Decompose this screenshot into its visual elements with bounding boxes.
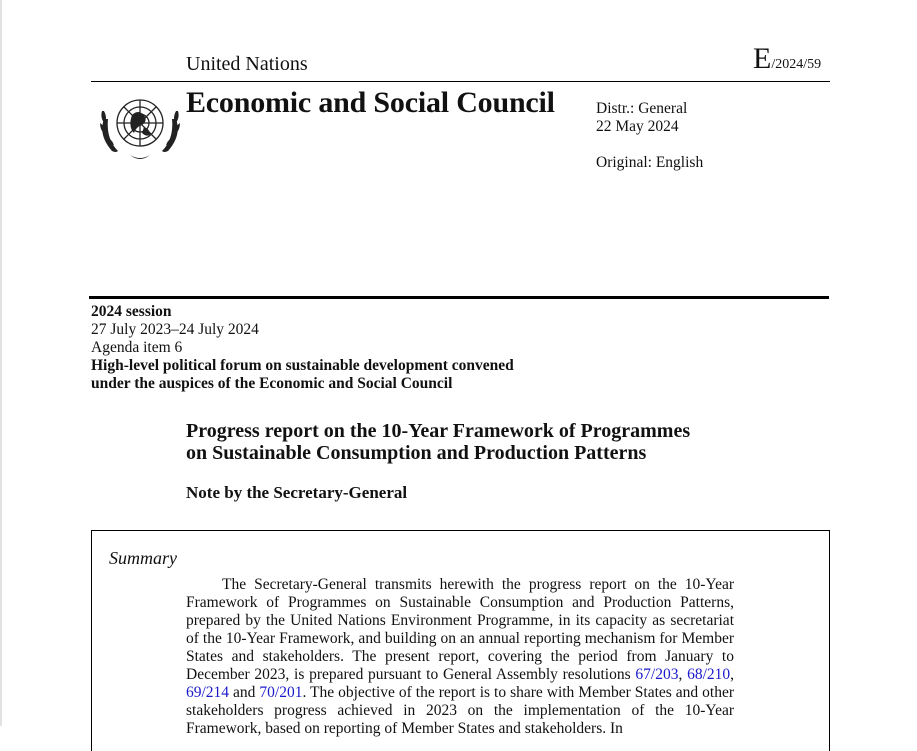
summary-heading: Summary xyxy=(109,548,177,568)
separator: , xyxy=(678,666,688,683)
issue-date: 22 May 2024 xyxy=(596,118,679,135)
summary-paragraph xyxy=(186,576,734,738)
distribution: Distr.: General xyxy=(596,100,688,117)
original-language: Original: English xyxy=(596,154,704,171)
symbol-prefix: E xyxy=(753,42,772,75)
summary-text-1: The Secretary-General transmits herewith the progress report on the 10-Year Framework of Programmes on Sustainable Consumption and Production Patterns, prepared by the United Nations Environment Programme, in its capacity as secretariat of the 10-Year Framework, and building on an annual reporting mechanism for Member States and stakeholders. The present report, covering the period from January to December 2023, is prepared pursuant to General Assembly resolutions xyxy=(186,576,734,683)
session-rule xyxy=(89,296,829,299)
separator: and xyxy=(229,684,260,701)
agenda-item: Agenda item 6 xyxy=(91,339,183,356)
session-dates: 27 July 2023–24 July 2024 xyxy=(91,321,259,338)
header-rule xyxy=(91,81,830,82)
session-name: 2024 session xyxy=(91,303,172,320)
organization-name: United Nations xyxy=(186,53,308,75)
forum-line-2: under the auspices of the Economic and Social Council xyxy=(91,375,453,392)
council-name: Economic and Social Council xyxy=(186,86,555,119)
document-symbol xyxy=(753,42,821,82)
page-edge xyxy=(0,0,2,726)
un-emblem-icon xyxy=(96,89,184,163)
symbol-number: /2024/59 xyxy=(771,57,822,72)
summary-text-2: . The objective of the report is to share with Member States and other stakeholders progress achieved in 2023 on the implementation of the 10-Year Framework, based on reporting of Member States and stakeholders. In xyxy=(186,684,734,737)
title-line-2: on Sustainable Consumption and Production Patterns xyxy=(186,442,647,464)
title-line-1: Progress report on the 10-Year Framework of Programmes xyxy=(186,420,691,442)
summary-body xyxy=(186,576,734,738)
resolution-link-69-214[interactable]: 69/214 xyxy=(186,684,230,701)
session-block xyxy=(91,303,514,393)
resolution-link-67-203[interactable]: 67/203 xyxy=(635,666,679,683)
note-heading: Note by the Secretary-General xyxy=(186,483,408,502)
separator: , xyxy=(730,666,735,683)
forum-line-1: High-level political forum on sustainable development convened xyxy=(91,357,514,374)
resolution-link-70-201[interactable]: 70/201 xyxy=(259,684,303,701)
document-title xyxy=(186,420,690,464)
resolution-link-68-210[interactable]: 68/210 xyxy=(687,666,731,683)
summary-box xyxy=(91,530,830,751)
distribution-block xyxy=(596,100,703,172)
